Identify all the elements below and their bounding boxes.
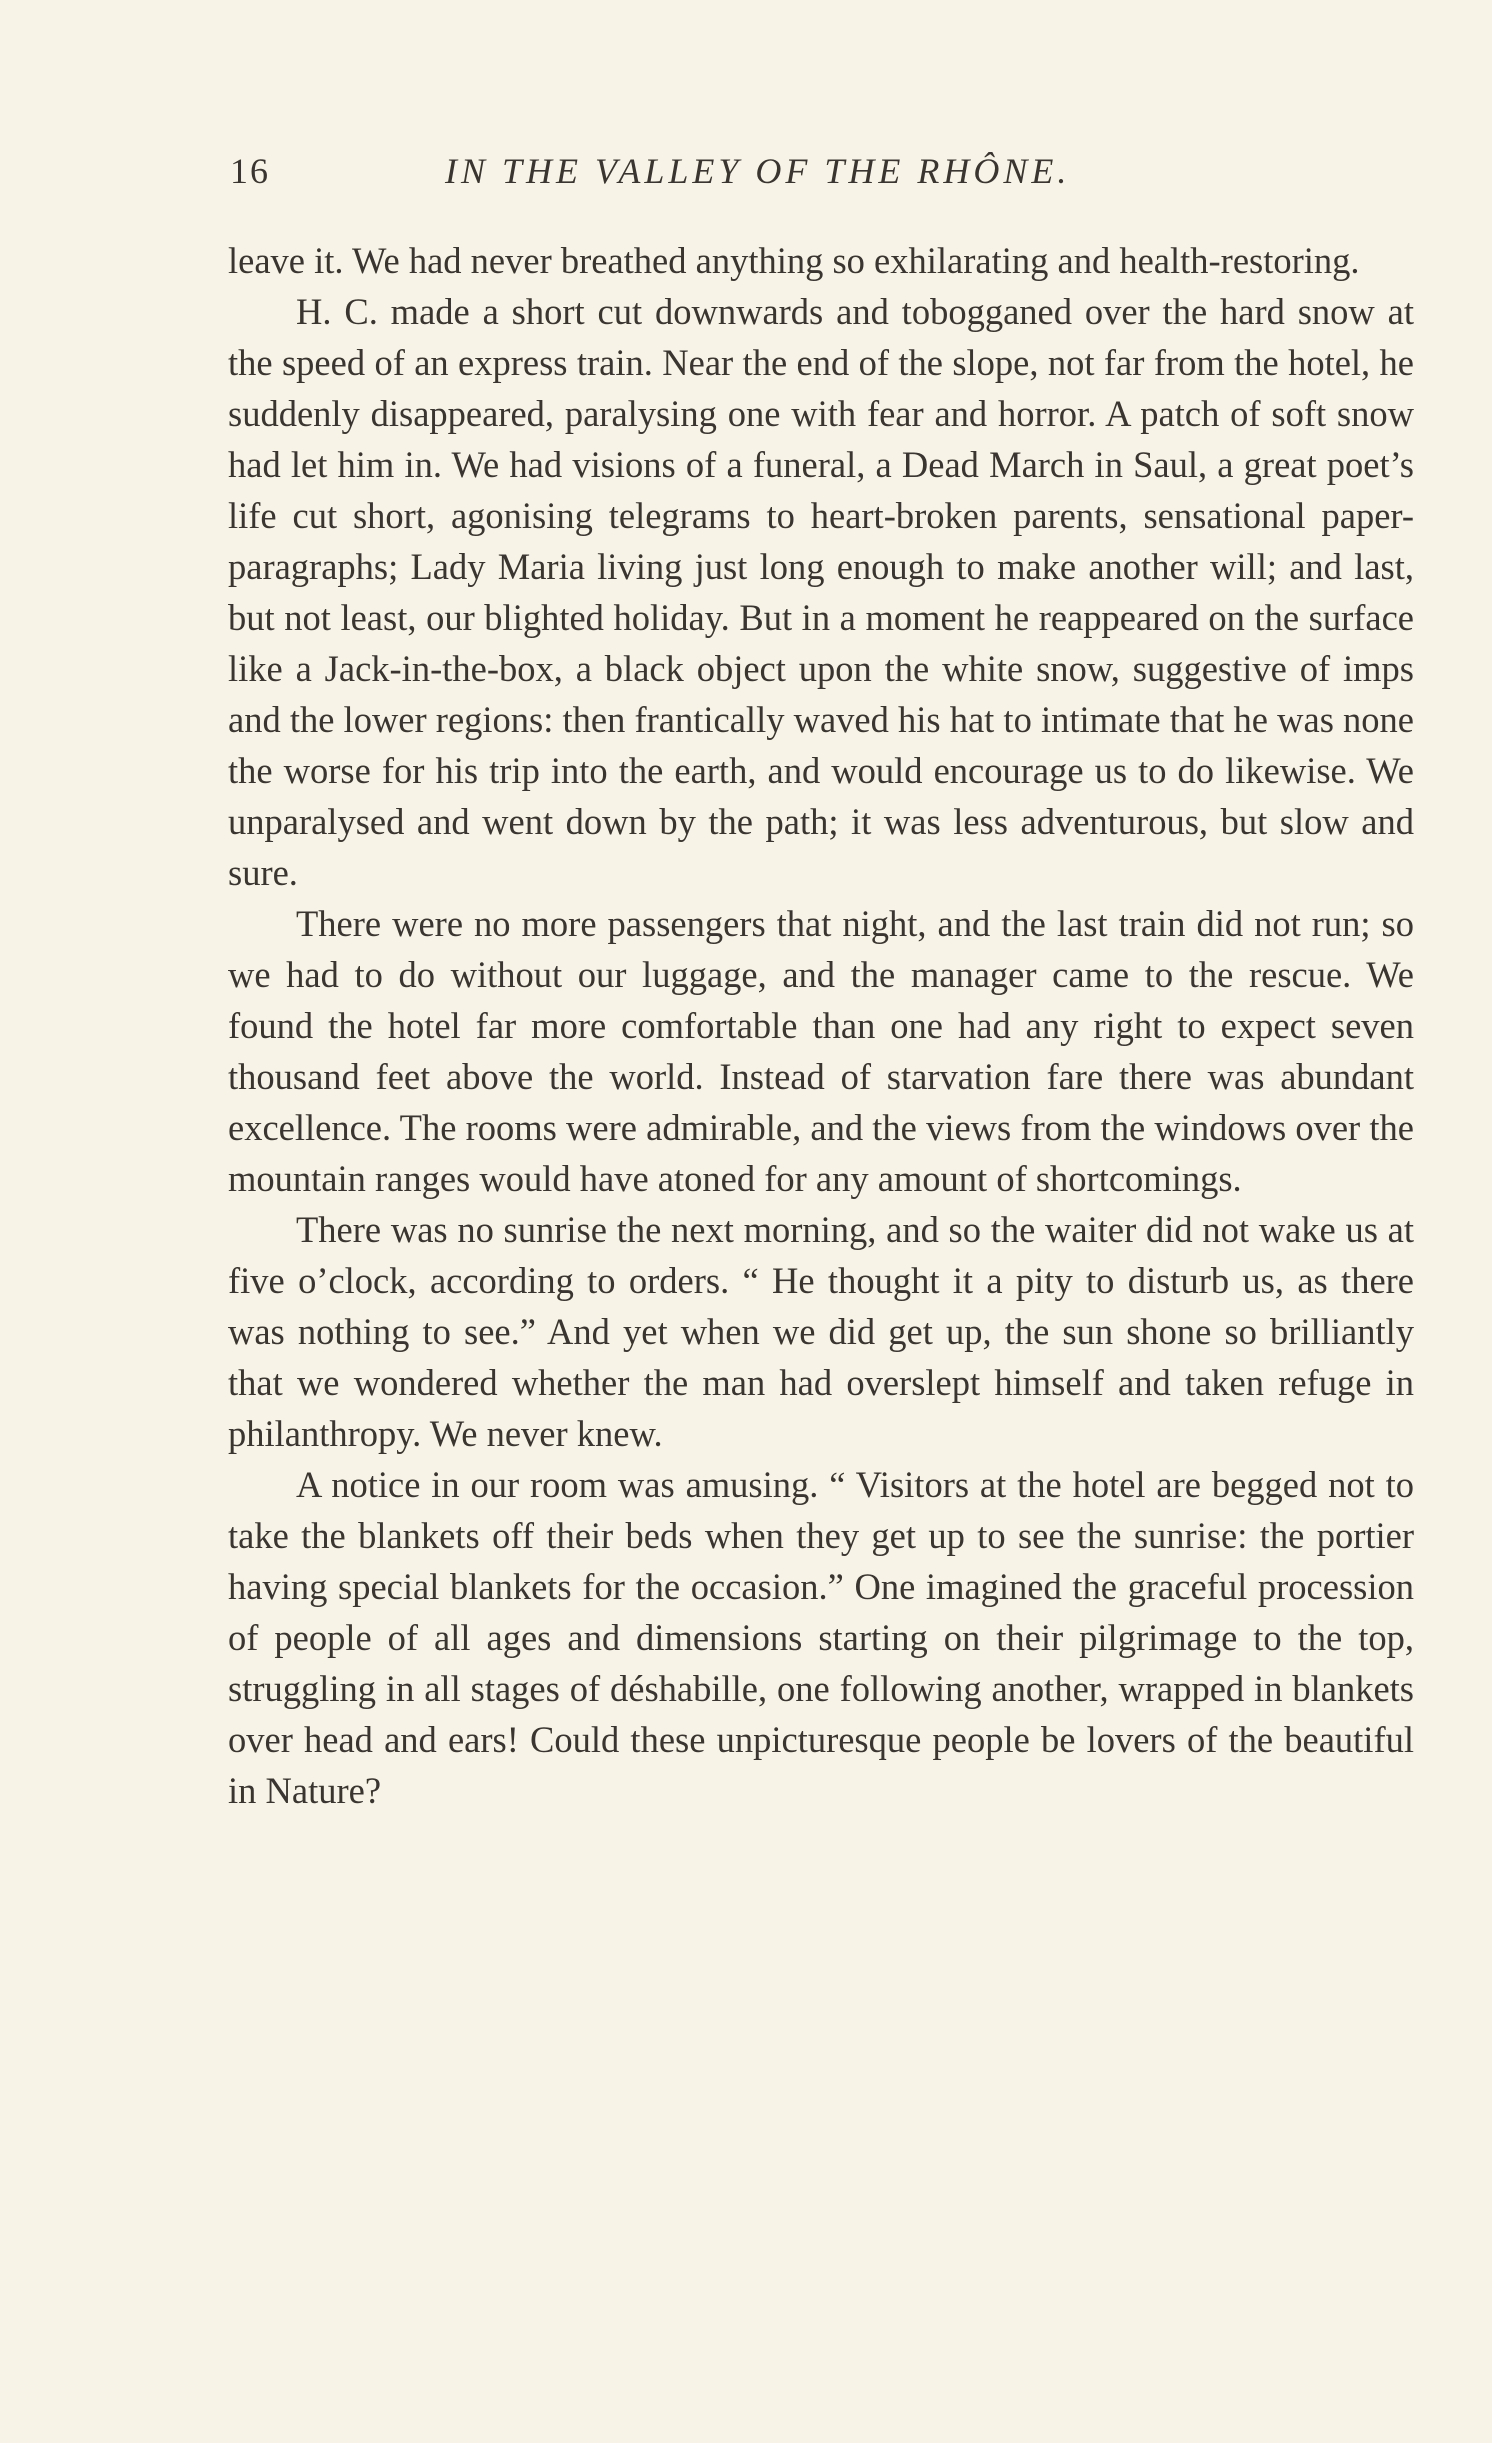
paragraph: H. C. made a short cut downwards and tobogganed over the hard snow at the speed of an express train. Near the end of the slope, not far from the hotel, he suddenly disappeared, paralysing one with fear and horror. A patch of soft snow had let him in. We had visions of a funeral, a Dead March in Saul, a great poet’s life cut short, agonising telegrams to heart-broken parents, sensational paper-paragraphs; Lady Maria living just long enough to make another will; and last, but not least, our blighted holiday. But in a moment he reappeared on the surface like a Jack-in-the-box, a black object upon the white snow, suggestive of imps and the lower regions: then frantically waved his hat to intimate that he was none the worse for his trip into the earth, and would encourage us to do likewise. We unparalysed and went down by the path; it was less adventurous, but slow and sure.	[228, 291, 1414, 893]
page-header	[230, 150, 1410, 200]
running-title: IN THE VALLEY OF THE RHÔNE.	[445, 151, 1071, 191]
paragraph: leave it. We had never breathed anything so exhilarating and health-restoring.	[228, 240, 1360, 281]
paragraph: There was no sunrise the next morning, and so the waiter did not wake us at five o’clock, according to orders. “ He thought it a pity to disturb us, as there was nothing to see.” And yet when we did get up, the sun shone so brilliantly that we wondered whether the man had overslept himself and taken refuge in philanthropy. We never knew.	[228, 1209, 1414, 1454]
paragraph: There were no more passengers that night, and the last train did not run; so we had to do without our luggage, and the manager came to the rescue. We found the hotel far more comfortable than one had any right to expect seven thousand feet above the world. Instead of starvation fare there was abundant excellence. The rooms were admirable, and the views from the windows over the mountain ranges would have atoned for any amount of shortcomings.	[228, 903, 1414, 1199]
page-number: 16	[230, 151, 270, 191]
paragraph: A notice in our room was amusing. “ Visitors at the hotel are begged not to take the blankets off their beds when they get up to see the sunrise: the portier having special blankets for the occasion.” One imagined the graceful procession of people of all ages and dimensions starting on their pilgrimage to the top, struggling in all stages of déshabille, one following another, wrapped in blankets over head and ears! Could these unpicturesque people be lovers of the beautiful in Nature?	[228, 1464, 1414, 1811]
body-text	[228, 235, 1414, 1816]
